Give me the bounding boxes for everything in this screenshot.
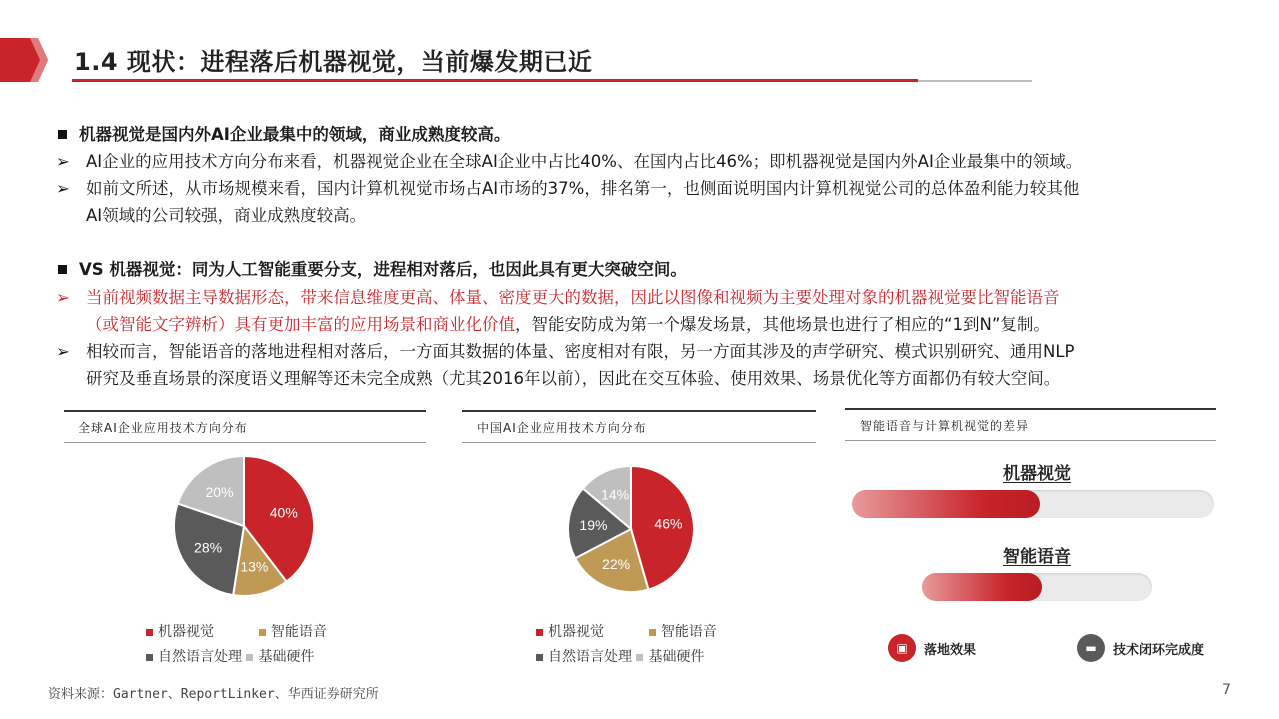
legend-swatch <box>259 629 266 636</box>
pie-data-label: 28% <box>194 539 223 556</box>
section2-point-1-cont: （或智能文字辨析）具有更加丰富的应用场景和商业化价值，智能安防成为第一个爆发场景，其他场景也进行了相应的“1到N”复制。 <box>86 315 1050 334</box>
bar-track-speech <box>922 573 1152 601</box>
panel3-top-rule <box>845 408 1216 410</box>
source-note: 资料来源：Gartner、ReportLinker、华西证券研究所 <box>48 687 379 702</box>
legend-swatch <box>246 654 253 661</box>
global-pie-chart <box>172 454 316 598</box>
image-icon: ▣ <box>888 634 916 662</box>
legend-swatch <box>536 629 543 636</box>
page-number: 7 <box>1222 682 1231 698</box>
section1-point-2: ➢ 如前文所述，从市场规模来看，国内计算机视觉市场占AI市场的37%，排名第一，也侧面说明国内计算机视觉公司的总体盈利能力较其他 <box>56 177 1079 201</box>
section2-point-2-cont: 研究及垂直场景的深度语义理解等还未完全成熟（尤其2016年以前），因此在交互体验、使用效果、场景优化等方面都仍有较大空间。 <box>86 369 1061 388</box>
square-bullet-icon <box>58 265 67 274</box>
pie-data-label: 13% <box>240 558 269 575</box>
arrow-bullet-icon: ➢ <box>56 179 70 198</box>
legend-swatch <box>146 629 153 636</box>
pie-data-label: 20% <box>205 483 234 500</box>
panel1-top-rule <box>64 410 426 412</box>
panel1-bottom-rule <box>64 442 426 443</box>
pie-data-label: 19% <box>579 516 608 533</box>
page-title: 1.4 现状：进程落后机器视觉，当前爆发期已近 <box>74 48 593 76</box>
pie2-legend-row2: 自然语言处理 基础硬件 <box>536 646 704 666</box>
pie-data-label: 14% <box>601 486 630 503</box>
legend-swatch <box>649 629 656 636</box>
arrow-bullet-icon: ➢ <box>56 288 70 307</box>
panel3-title: 智能语音与计算机视觉的差异 <box>860 419 1030 433</box>
pie1-legend-row2: 自然语言处理 基础硬件 <box>146 646 314 666</box>
panel2-title: 中国AI企业应用技术方向分布 <box>477 421 647 435</box>
section2-point-2: ➢ 相较而言，智能语音的落地进程相对落后，一方面其数据的体量、密度相对有限，另一方面其涉及的声学研究、模式识别研究、通用NLP <box>56 340 1075 364</box>
panel2-bottom-rule <box>462 442 816 443</box>
pie-data-label: 22% <box>602 555 631 572</box>
title-rule-gray <box>918 80 1032 82</box>
arrow-bullet-icon: ➢ <box>56 152 70 171</box>
key-tech-closure: ▬ 技术闭环完成度 <box>1077 634 1204 662</box>
pie2-legend-row1: 机器视觉 智能语音 <box>536 621 717 641</box>
pie-data-label: 40% <box>269 504 298 521</box>
legend-swatch <box>536 654 543 661</box>
arrow-bullet-icon: ➢ <box>56 342 70 361</box>
section1-heading: 机器视觉是国内外AI企业最集中的领域，商业成熟度较高。 <box>56 123 510 147</box>
section1-point-1: ➢ AI企业的应用技术方向分布来看，机器视觉企业在全球AI企业中占比40%、在国内占比46%；即机器视觉是国内外AI企业最集中的领域。 <box>56 150 1082 174</box>
panel1-title: 全球AI企业应用技术方向分布 <box>78 421 248 435</box>
pie-data-label: 46% <box>654 515 683 532</box>
chat-icon: ▬ <box>1077 634 1105 662</box>
china-pie-chart <box>566 464 696 594</box>
section2-heading: VS 机器视觉：同为人工智能重要分支，进程相对落后，也因此具有更大突破空间。 <box>56 258 687 282</box>
title-tab-decoration <box>0 38 48 82</box>
panel3-bottom-rule <box>845 440 1216 441</box>
legend-swatch <box>146 654 153 661</box>
section1-point-2-cont: AI领域的公司较强，商业成熟度较高。 <box>86 206 367 225</box>
pie1-legend-row1: 机器视觉 智能语音 <box>146 621 327 641</box>
bar-label-speech: 智能语音 <box>1003 547 1071 567</box>
section2-point-1: ➢ 当前视频数据主导数据形态，带来信息维度更高、体量、密度更大的数据，因此以图像和视频为主要处理对象的机器视觉要比智能语音 <box>56 286 1060 310</box>
legend-swatch <box>636 654 643 661</box>
bar-track-machine-vision <box>852 490 1214 518</box>
bar-label-machine-vision: 机器视觉 <box>1003 464 1071 484</box>
bar-fill-machine-vision <box>852 490 1040 518</box>
panel2-top-rule <box>462 410 816 412</box>
key-landing-effect: ▣ 落地效果 <box>888 634 976 662</box>
square-bullet-icon <box>58 130 67 139</box>
bar-fill-speech <box>922 573 1042 601</box>
title-rule <box>72 79 918 82</box>
